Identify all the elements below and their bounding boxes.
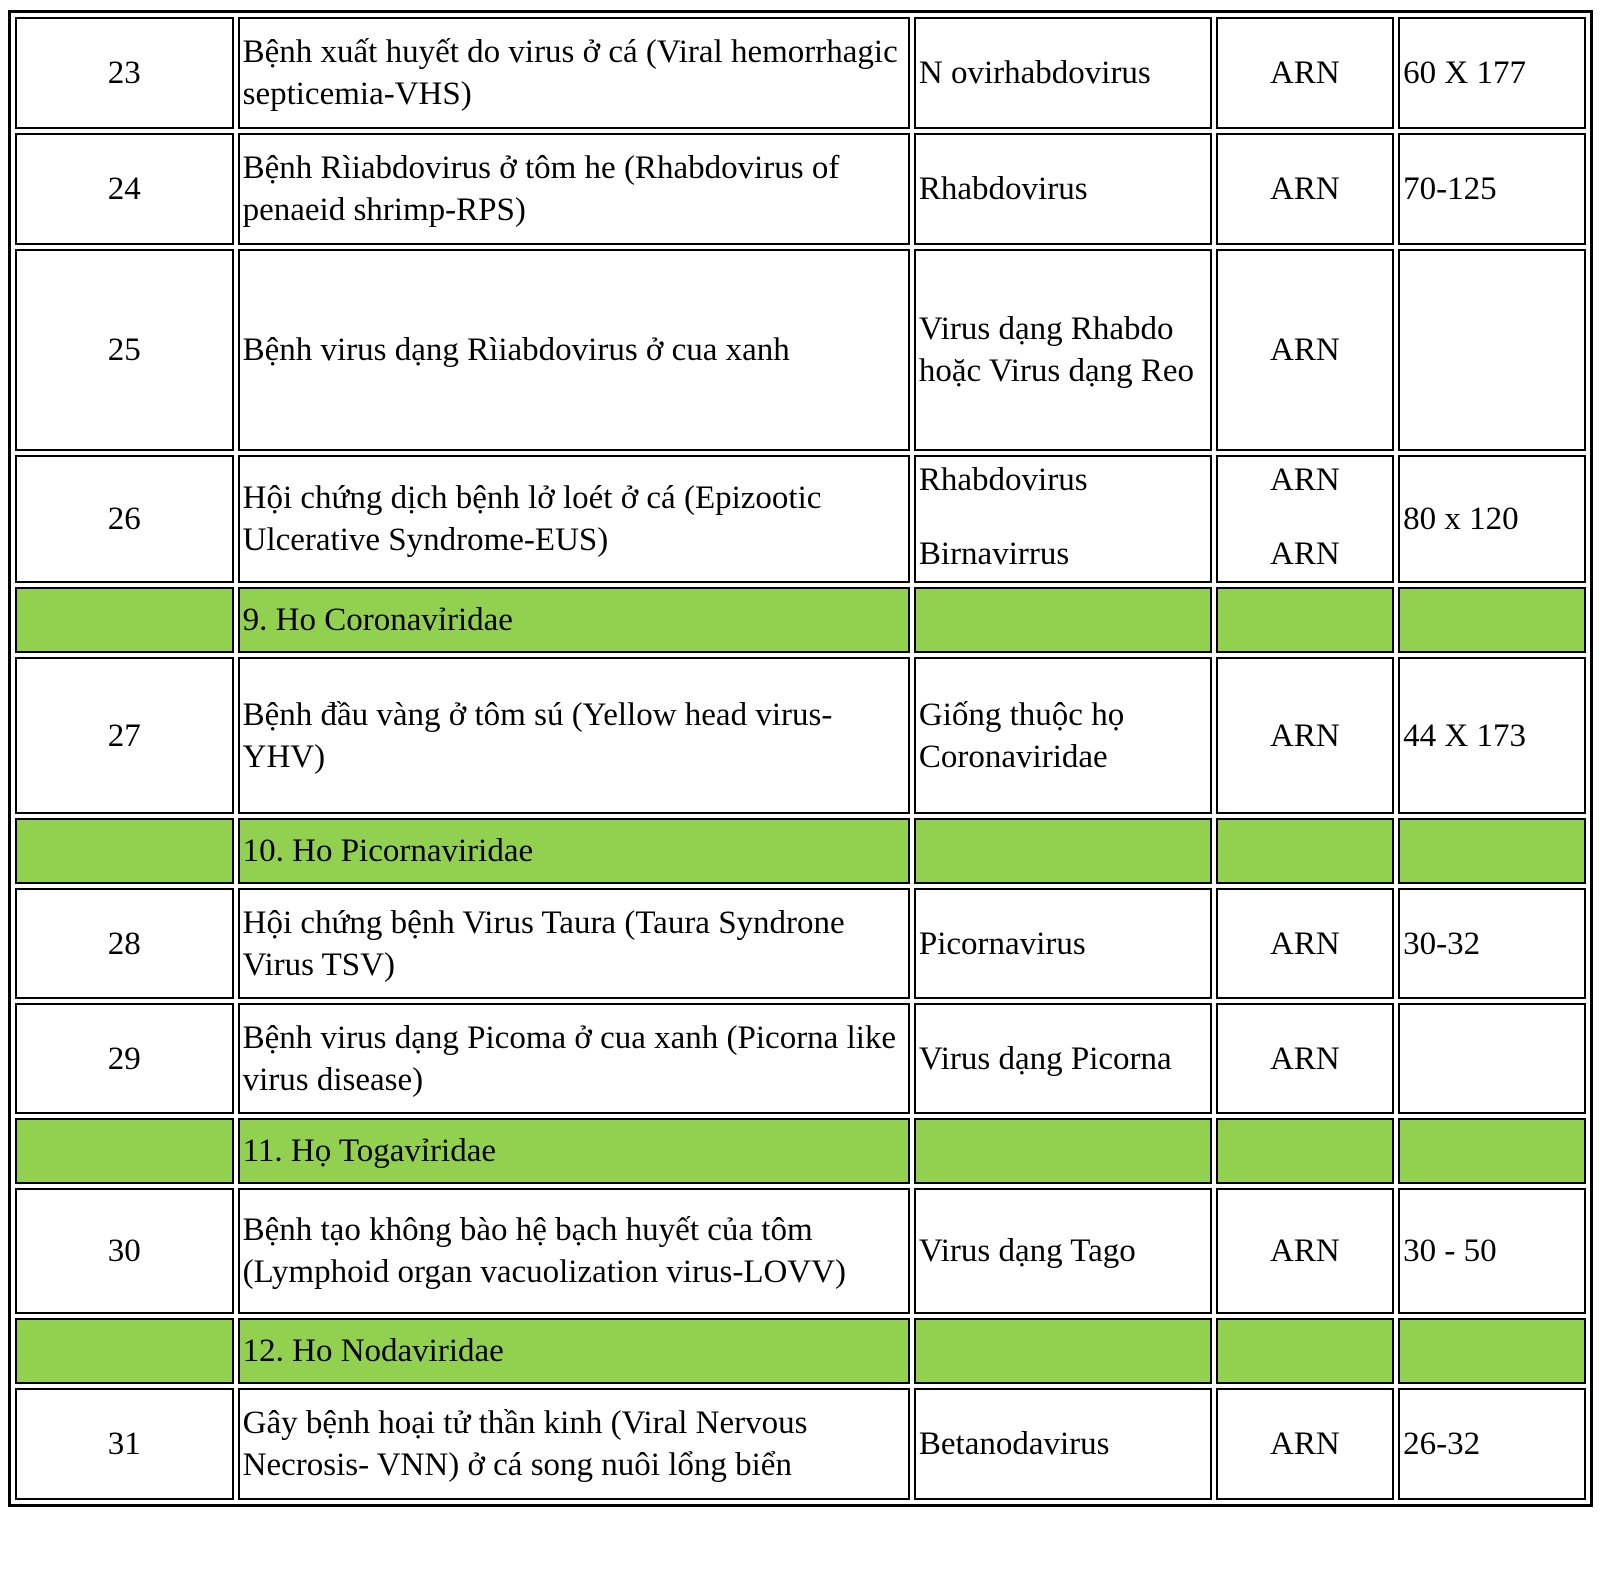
group-empty-cell <box>914 1318 1212 1384</box>
row-number-cell: 30 <box>15 1188 234 1314</box>
particle-size-cell: 26-32 <box>1398 1388 1586 1500</box>
group-empty-cell <box>914 1118 1212 1184</box>
virus-genus-cell: Giống thuộc họ Coronaviridae <box>914 657 1212 814</box>
group-empty-cell <box>1398 818 1586 884</box>
virus-disease-table <box>8 10 1593 1507</box>
disease-name-cell: Bệnh virus dạng Picoma ở cua xanh (Picorna like virus disease) <box>238 1003 910 1114</box>
group-empty-cell <box>1216 818 1395 884</box>
row-number-cell: 28 <box>15 888 234 999</box>
virus-genus-cell: Virus dạng Picorna <box>914 1003 1212 1114</box>
row-number-cell: 26 <box>15 455 234 583</box>
group-row <box>15 587 1586 653</box>
group-row <box>15 818 1586 884</box>
particle-size-cell: 30-32 <box>1398 888 1586 999</box>
genome-type-list <box>1221 459 1390 575</box>
virus-genus-list <box>919 459 1207 575</box>
group-row <box>15 1318 1586 1384</box>
disease-name-cell: Hội chứng bệnh Virus Taura (Taura Syndrone Virus TSV) <box>238 888 910 999</box>
group-empty-cell <box>15 818 234 884</box>
disease-name-cell: Bệnh xuất huyết do virus ở cá (Viral hemorrhagic septicemia-VHS) <box>238 17 910 129</box>
group-empty-cell <box>1216 587 1395 653</box>
group-label-cell: 12. Ho Nodaviridae <box>238 1318 910 1384</box>
genome-type-cell: ARN <box>1216 133 1395 245</box>
table-row <box>15 133 1586 245</box>
virus-genus-cell: Virus dạng Rhabdo hoặc Virus dạng Reo <box>914 249 1212 451</box>
particle-size-cell: 60 X 177 <box>1398 17 1586 129</box>
table-container <box>8 10 1593 1507</box>
virus-genus-cell: Betanodavirus <box>914 1388 1212 1500</box>
group-empty-cell <box>1398 1118 1586 1184</box>
group-label-cell: 11. Họ Togavỉridae <box>238 1118 910 1184</box>
row-number-cell: 25 <box>15 249 234 451</box>
particle-size-cell: 30 - 50 <box>1398 1188 1586 1314</box>
genome-type-cell: ARN <box>1216 1188 1395 1314</box>
table-row <box>15 1188 1586 1314</box>
group-empty-cell <box>15 1318 234 1384</box>
genome-type-cell: ARN <box>1216 1388 1395 1500</box>
row-number-cell: 29 <box>15 1003 234 1114</box>
particle-size-cell: 80 x 120 <box>1398 455 1586 583</box>
group-label-cell: 10. Ho Picornaviridae <box>238 818 910 884</box>
table-body <box>15 17 1586 1500</box>
group-empty-cell <box>914 587 1212 653</box>
virus-genus-cell <box>914 455 1212 583</box>
genome-type-cell <box>1216 455 1395 583</box>
genome-type-cell: ARN <box>1216 1003 1395 1114</box>
group-empty-cell <box>15 587 234 653</box>
table-row <box>15 249 1586 451</box>
genome-type-item: ARN <box>1270 462 1340 498</box>
table-row <box>15 17 1586 129</box>
particle-size-cell <box>1398 249 1586 451</box>
virus-genus-cell: Rhabdovirus <box>914 133 1212 245</box>
group-row <box>15 1118 1586 1184</box>
disease-name-cell: Hội chứng dịch bệnh lở loét ở cá (Epizootic Ulcerative Syndrome-EUS) <box>238 455 910 583</box>
genome-type-cell: ARN <box>1216 249 1395 451</box>
disease-name-cell: Bệnh đầu vàng ở tôm sú (Yellow head virus-YHV) <box>238 657 910 814</box>
disease-name-cell: Bệnh virus dạng Rìiabdovirus ở cua xanh <box>238 249 910 451</box>
table-row <box>15 657 1586 814</box>
disease-name-cell: Bệnh Rìiabdovirus ở tôm he (Rhabdovirus of penaeid shrimp-RPS) <box>238 133 910 245</box>
row-number-cell: 23 <box>15 17 234 129</box>
table-row <box>15 455 1586 583</box>
genome-type-cell: ARN <box>1216 17 1395 129</box>
genome-type-cell: ARN <box>1216 888 1395 999</box>
genome-type-cell: ARN <box>1216 657 1395 814</box>
group-empty-cell <box>914 818 1212 884</box>
virus-genus-item: Birnavirrus <box>918 536 1070 572</box>
particle-size-cell: 70-125 <box>1398 133 1586 245</box>
group-label-cell: 9. Ho Coronavỉridae <box>238 587 910 653</box>
row-number-cell: 31 <box>15 1388 234 1500</box>
disease-name-cell: Bệnh tạo không bào hệ bạch huyết của tôm (Lymphoid organ vacuolization virus-LOVV) <box>238 1188 910 1314</box>
genome-type-item: ARN <box>1270 536 1340 572</box>
table-row <box>15 1388 1586 1500</box>
disease-name-cell: Gây bệnh hoại tử thần kinh (Viral Nervous Necrosis- VNN) ở cá song nuôi lổng biển <box>238 1388 910 1500</box>
group-empty-cell <box>1216 1318 1395 1384</box>
table-row <box>15 1003 1586 1114</box>
particle-size-cell: 44 X 173 <box>1398 657 1586 814</box>
group-empty-cell <box>1398 587 1586 653</box>
virus-genus-cell: Virus dạng Tago <box>914 1188 1212 1314</box>
group-empty-cell <box>1216 1118 1395 1184</box>
group-empty-cell <box>1398 1318 1586 1384</box>
particle-size-cell <box>1398 1003 1586 1114</box>
row-number-cell: 24 <box>15 133 234 245</box>
table-row <box>15 888 1586 999</box>
virus-genus-cell: Picornavirus <box>914 888 1212 999</box>
row-number-cell: 27 <box>15 657 234 814</box>
virus-genus-cell: N ovirhabdovirus <box>914 17 1212 129</box>
virus-genus-item: Rhabdovirus <box>918 462 1088 498</box>
group-empty-cell <box>15 1118 234 1184</box>
